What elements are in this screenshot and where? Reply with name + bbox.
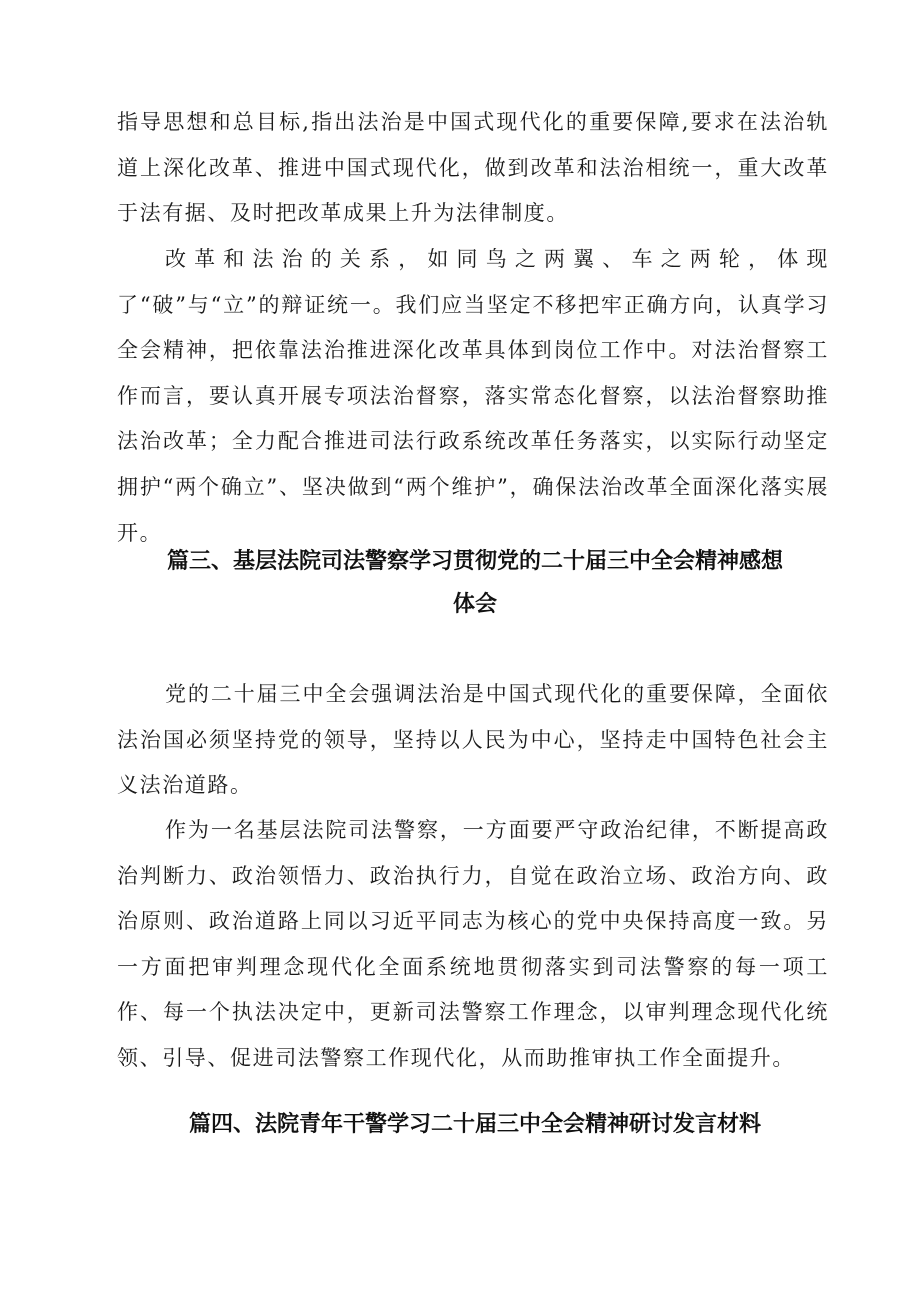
paragraph-intro-continuation: 指导思想和总目标,指出法治是中国式现代化的重要保障,要求在法治轨道上深化改革、推进中国式现代化，做到改革和法治相统一，重大改革于法有据、及时把改革成果上升为法律制度。 [117,110,829,226]
paragraph-reform-and-rule-of-law: 改革和法治的关系，如同鸟之两翼、车之两轮，体现了“破”与“立”的辩证统一。我们应当坚定不移把牢正确方向，认真学习全会精神，把依靠法治推进深化改革具体到岗位工作中。对法治督察工作而言，要认真开展专项法治督察，落实常态化督察，以法治督察助推法治改革；全力配合推进司法行政系统改革任务落实，以实际行动坚定拥护“两个确立”、坚决做到“两个维护”，确保法治改革全面深化落实展开。 [117,247,829,545]
section-heading-part-four: 篇四、法院青年干警学习二十届三中全会精神研讨发言材料 [188,1112,761,1137]
paragraph-party-leadership: 党的二十届三中全会强调法治是中国式现代化的重要保障，全面依法治国必须坚持党的领导，坚持以人民为中心，坚持走中国特色社会主义法治道路。 [117,682,829,798]
section-heading-part-three: 篇三、基层法院司法警察学习贯彻党的二十届三中全会精神感想体会 [166,549,783,617]
paragraph-judicial-police-duties: 作为一名基层法院司法警察，一方面要严守政治纪律，不断提高政治判断力、政治领悟力、政治执行力，自觉在政治立场、政治方向、政治原则、政治道路上同以习近平同志为核心的党中央保持高度一致。另一方面把审判理念现代化全面系统地贯彻落实到司法警察的每一项工作、每一个执法决定中，更新司法警察工作理念，以审判理念现代化统领、引导、促进司法警察工作现代化，从而助推审执工作全面提升。 [117,818,829,1070]
